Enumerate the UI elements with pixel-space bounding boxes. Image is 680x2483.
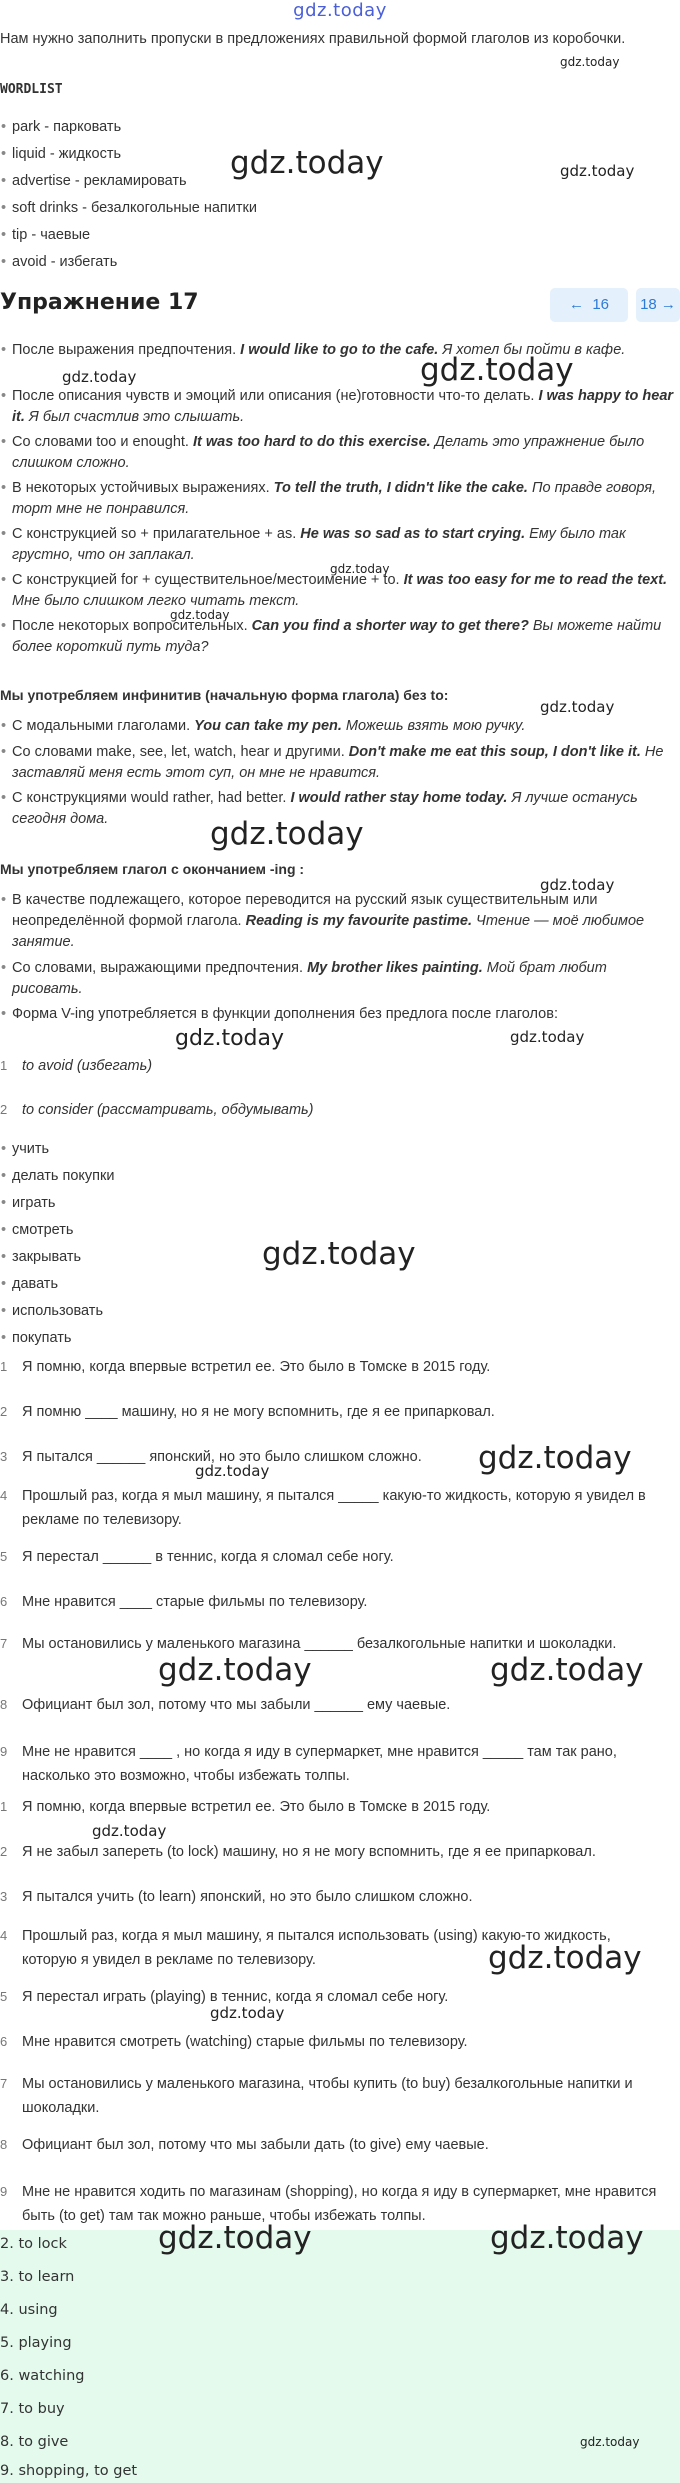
rule-text: Форма V-ing употребляется в функции дополнения без предлога после глаголов: [12,1006,558,1022]
rule-item [12,616,677,658]
watermark-text: gdz.today [158,1652,312,1688]
answer-item: 5. playing [0,2335,72,2351]
watermark-text: gdz.today [560,162,635,180]
answer-item: 6. watching [0,2368,85,2384]
translation-item: • покупать [12,1327,677,1349]
watermark-text: gdz.today [490,2220,644,2256]
ing-verb-item [0,1054,667,1078]
rule-text: После некоторых вопросительных. [12,618,252,634]
rule-translation: Ему было так грустно, что он заплакал. [12,526,626,563]
sentence-text: Мы остановились у маленького магазина, чтобы купить (to buy) безалкогольные напитки и шоколадки. [22,2076,633,2116]
translation-item: • учить [12,1138,677,1160]
translation-item: • играть [12,1192,677,1214]
rule-item [12,716,677,737]
rule-example: It was too easy for me to read the text. [403,572,668,588]
watermark-text: gdz.today [510,1028,585,1046]
rule-text: С конструкцией for + существительное/местоимение + to. [12,572,404,588]
watermark-text: gdz.today [62,368,137,386]
item-number: 4 [0,1928,8,1943]
sentence-text: Я пытался ______ японский, но это было слишком сложно. [22,1449,422,1465]
arrow-left-icon: ← [568,296,584,313]
ing-verb-item [0,1098,667,1122]
sentence-text: Я перестал играть (playing) в теннис, когда я сломал себе ногу. [22,1989,449,2005]
rule-example: Reading is my favourite pastime. [245,913,473,929]
sentence-blank [0,1693,667,1717]
item-number: 2 [0,1404,8,1419]
sentence-text: Мне не нравится ____ , но когда я иду в супермаркет, мне нравится _____ там так рано, насколько это возможно, чтобы избежать толпы. [22,1744,617,1784]
sentence-text: Я не забыл запереть (to lock) машину, но я не могу вспомнить, где я ее припарковал. [22,1844,596,1860]
rule-item [12,742,677,784]
rule-example: It was too hard to do this exercise. [193,434,431,450]
watermark-text: gdz.today [540,876,615,894]
rule-translation: Не заставляй меня есть этот суп, он мне не нравится. [12,744,664,781]
rule-example: He was so sad as to start crying. [300,526,526,542]
watermark-text: gdz.today [580,2435,640,2449]
item-number: 8 [0,1697,8,1712]
rule-example: Can you find a shorter way to get there? [251,618,529,634]
watermark-text: gdz.today [92,1822,167,1840]
rule-item [12,1004,677,1025]
watermark-text: gdz.today [488,1940,642,1976]
rule-item [12,524,677,566]
heading-infinitive-without-to: Мы употребляем инфинитив (начальную форма глагола) без to: [0,687,449,703]
rule-text: После описания чувств и эмоций или описания (не)готовности что-то делать. [12,388,539,404]
rule-example: You can take my pen. [194,718,342,734]
item-number: 6 [0,1594,8,1609]
rule-text: С конструкциями would rather, had better. [12,790,291,806]
sentence-filled [0,1985,667,2009]
watermark-text: gdz.today [175,1026,285,1051]
sentence-text: Прошлый раз, когда я мыл машину, я пытался использовать (using) какую-то жидкость, которую я увидел в рекламе по телевизору. [22,1928,611,1968]
rule-item [12,432,677,474]
rule-text: С конструкцией so + прилагательное + as. [12,526,301,542]
item-number: 1 [0,1799,8,1814]
item-number: 7 [0,1636,8,1651]
sentence-blank [0,1545,667,1569]
item-number: 2 [0,1102,8,1117]
watermark-text: gdz.today [210,816,364,852]
watermark-text: gdz.today [262,1236,416,1272]
rule-text: После выражения предпочтения. [12,342,241,358]
item-number: 5 [0,1989,8,2004]
sentence-filled [0,2030,667,2054]
item-number: 4 [0,1488,8,1503]
item-number: 8 [0,2137,8,2152]
wordlist-title: WORDLIST [0,82,63,97]
item-number: 1 [0,1359,8,1374]
watermark-text: gdz.today [420,352,574,388]
rule-translation: Чтение — моё любимое занятие. [12,913,645,950]
answers-box [0,2230,680,2483]
sentence-text: Я помню ____ машину, но я не могу вспомнить, где я ее припарковал. [22,1404,495,1420]
item-number: 9 [0,1744,8,1759]
rule-item [12,340,677,361]
sentence-text: Мне нравится ____ старые фильмы по телевизору. [22,1594,368,1610]
rule-example: Don't make me eat this soup, I don't like it. [348,744,641,760]
sentence-text: Я пытался учить (to learn) японский, но это было слишком сложно. [22,1889,473,1905]
heading-ing-form: Мы употребляем глагол с окончанием -ing : [0,861,305,877]
watermark-text: gdz.today [478,1440,632,1476]
rule-text: В некоторых устойчивых выражениях. [12,480,274,496]
rule-example: I was happy to hear it. [12,388,674,425]
answer-item: 8. to give [0,2434,69,2450]
watermark-text: gdz.today [230,145,384,181]
rule-item [12,478,677,520]
rule-text: Со словами make, see, let, watch, hear и другими. [12,744,349,760]
watermark-text: gdz.today [490,1652,644,1688]
item-number: 7 [0,2076,8,2091]
rule-example: I would rather stay home today. [290,790,508,806]
rule-example: To tell the truth, I didn't like the cake. [273,480,528,496]
translation-item: • делать покупки [12,1165,677,1187]
item-number: 6 [0,2034,8,2049]
rule-translation: Делать это упражнение было слишком сложно. [12,434,645,471]
sentence-text: Я помню, когда впервые встретил ее. Это было в Томске в 2015 году. [22,1359,491,1375]
wordlist-item: • park - парковать [12,116,677,138]
prev-exercise-button[interactable]: ← 16 [550,288,628,322]
wordlist-item: • tip - чаевые [12,224,677,246]
item-number: 9 [0,2184,8,2199]
rule-text: Со словами too и enought. [12,434,193,450]
sentence-filled [0,2133,667,2157]
answer-item: 3. to learn [0,2269,75,2285]
answer-item: 9. shopping, to get [0,2463,138,2479]
watermark-text: gdz.today [195,1462,270,1480]
item-number: 2 [0,1844,8,1859]
sentence-text: Мне нравится смотреть (watching) старые фильмы по телевизору. [22,2034,468,2050]
sentence-text: Я перестал ______ в теннис, когда я сломал себе ногу. [22,1549,394,1565]
sentence-blank [0,1355,667,1379]
arrow-right-icon: → [660,296,676,313]
rule-text: С модальными глаголами. [12,718,195,734]
rule-translation: Вы можете найти более короткий путь туда? [12,618,662,655]
sentence-filled [0,1885,667,1909]
sentence-blank [0,1740,667,1788]
rule-translation: Мне было слишком легко читать текст. [12,593,300,609]
watermark-text: gdz.today [158,2220,312,2256]
rule-translation: Я был счастлив это слышать. [24,409,245,425]
translation-item: • закрывать [12,1246,677,1268]
wordlist-item: • soft drinks - безалкогольные напитки [12,197,677,219]
sentence-blank [0,1484,667,1532]
answer-item: 7. to buy [0,2401,65,2417]
item-number: 5 [0,1549,8,1564]
sentence-blank [0,1590,667,1614]
rule-translation: По правде говоря, торт мне не понравился. [12,480,657,517]
rule-translation: Я лучше останусь сегодня дома. [12,790,638,827]
rule-translation: Я хотел бы пойти в кафе. [438,342,626,358]
wordlist-item: • avoid - избегать [12,251,677,273]
answer-item: 4. using [0,2302,58,2318]
rule-example: My brother likes painting. [307,960,483,976]
next-exercise-button[interactable]: 18 → [636,288,680,322]
sentence-filled [0,1795,667,1819]
sentence-text: Официант был зол, потому что мы забыли ______ ему чаевые. [22,1697,451,1713]
rule-text: Со словами, выражающими предпочтения. [12,960,308,976]
rule-item [12,386,677,428]
ing-verb-text: to consider (рассматривать, обдумывать) [22,1102,314,1118]
watermark-text: gdz.today [540,698,615,716]
watermark-text: gdz.today [210,2004,285,2022]
exercise-title: Упражнение 17 [0,290,199,315]
sentence-text: Официант был зол, потому что мы забыли дать (to give) ему чаевые. [22,2137,489,2153]
sentence-text: Я помню, когда впервые встретил ее. Это было в Томске в 2015 году. [22,1799,491,1815]
rule-example: I would like to go to the cafe. [240,342,439,358]
item-number: 1 [0,1058,8,1073]
sentence-blank [0,1400,667,1424]
rule-text: В качестве подлежащего, которое переводится на русский язык существительным или неопределённой формой глагола. [12,892,598,929]
watermark-text: gdz.today [330,562,390,576]
sentence-text: Прошлый раз, когда я мыл машину, я пытался _____ какую-то жидкость, которую я увидел в рекламе по телевизору. [22,1488,646,1528]
translation-item: • смотреть [12,1219,677,1241]
rule-translation: Можешь взять мою ручку. [341,718,526,734]
sentence-text: Мне не нравится ходить по магазинам (shopping), но когда я иду в супермаркет, мне нравится быть (to get) там так можно раньше, чтобы избежать толпы. [22,2184,657,2224]
sentence-filled [0,1840,667,1864]
intro-text: Нам нужно заполнить пропуски в предложениях правильной формой глаголов из коробочки. [0,31,626,47]
site-logo[interactable]: gdz.today [293,0,387,21]
wordlist-item: • liquid - жидкость [12,143,677,165]
sentence-filled [0,2072,667,2120]
wordlist-item: • advertise - рекламировать [12,170,677,192]
sentence-text: Мы остановились у маленького магазина ______ безалкогольные напитки и шоколадки. [22,1636,617,1652]
rule-item [12,570,677,612]
rule-item [12,890,677,953]
watermark-text: gdz.today [560,55,620,69]
item-number: 3 [0,1889,8,1904]
item-number: 3 [0,1449,8,1464]
watermark-text: gdz.today [170,608,230,622]
translation-item: • использовать [12,1300,677,1322]
ing-verb-text: to avoid (избегать) [22,1058,153,1074]
rule-translation: Мой брат любит рисовать. [12,960,607,997]
answer-item: 2. to lock [0,2236,67,2252]
rule-item [12,958,677,1000]
translation-item: • давать [12,1273,677,1295]
